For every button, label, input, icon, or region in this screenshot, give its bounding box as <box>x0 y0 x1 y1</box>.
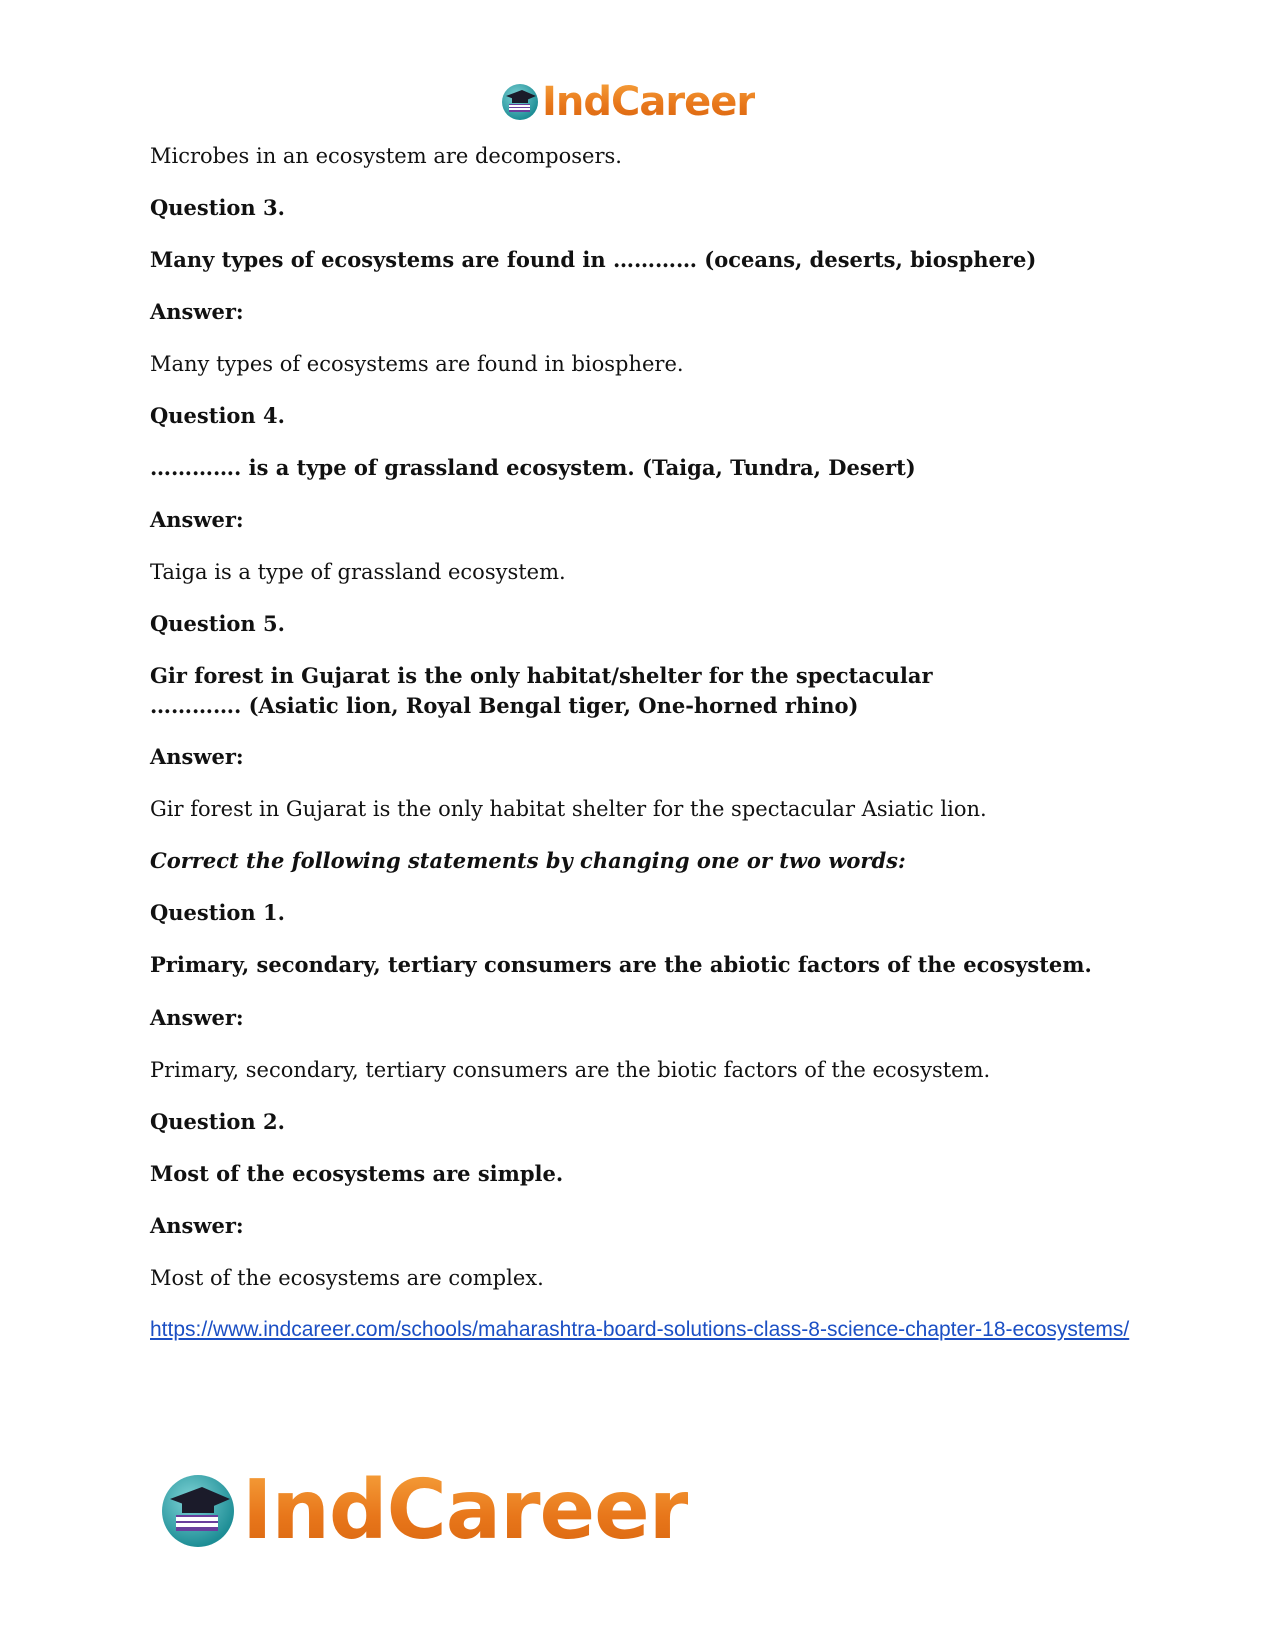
question-label: Question 5. <box>150 611 285 636</box>
answer-label: Answer: <box>150 744 244 769</box>
answer-text: Primary, secondary, tertiary consumers are the biotic factors of the ecosystem. <box>150 1058 991 1082</box>
answer-text: Most of the ecosystems are complex. <box>150 1266 544 1290</box>
answer-label: Answer: <box>150 299 244 324</box>
answer-label: Answer: <box>150 1213 244 1238</box>
question-label: Question 1. <box>150 900 285 925</box>
logo-text: IndCareer <box>242 1463 689 1558</box>
question-label: Question 2. <box>150 1109 285 1134</box>
logo-text: IndCareer <box>542 79 756 125</box>
question-text: Primary, secondary, tertiary consumers are the abiotic factors of the ecosystem. <box>150 952 1092 977</box>
answer-label: Answer: <box>150 1005 244 1030</box>
answer-text: Taiga is a type of grassland ecosystem. <box>150 560 566 584</box>
source-link[interactable]: https://www.indcareer.com/schools/maharashtra-board-solutions-class-8-science-chapter-18-ecosystems/ <box>150 1318 1130 1341</box>
question-text: Most of the ecosystems are simple. <box>150 1161 564 1186</box>
header-logo <box>500 80 755 124</box>
answer-text: Gir forest in Gujarat is the only habitat shelter for the spectacular Asiatic lion. <box>150 797 987 821</box>
question-label: Question 3. <box>150 195 285 220</box>
question-label: Question 4. <box>150 403 285 428</box>
section-heading: Correct the following statements by changing one or two words: <box>150 848 906 873</box>
answer-label: Answer: <box>150 507 244 532</box>
graduation-book-icon <box>500 82 540 122</box>
answer-text: Many types of ecosystems are found in biosphere. <box>150 352 684 376</box>
graduation-book-icon <box>158 1471 238 1551</box>
question-text: …………. is a type of grassland ecosystem. (Taiga, Tundra, Desert) <box>150 455 916 480</box>
question-text: Many types of ecosystems are found in ………… (oceans, deserts, biosphere) <box>150 247 1037 272</box>
question-text: Gir forest in Gujarat is the only habitat/shelter for the spectacular …………. (Asiatic lion, Royal Bengal tiger, One-horned rhino) <box>150 663 933 718</box>
intro-answer: Microbes in an ecosystem are decomposers. <box>150 144 622 168</box>
footer-logo <box>158 1463 689 1558</box>
